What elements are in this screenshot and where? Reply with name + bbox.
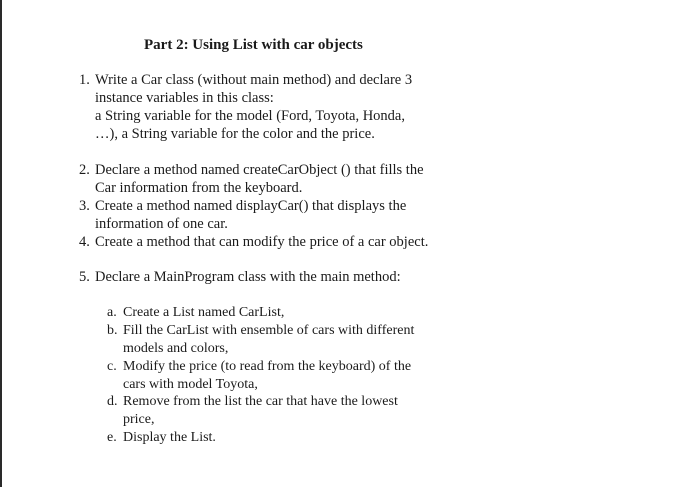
item-text — [95, 233, 428, 251]
item-text — [95, 268, 401, 286]
item-number: 2. — [79, 162, 90, 178]
sub-item-line: price, — [123, 412, 155, 427]
item-line: instance variables in this class: — [95, 90, 274, 106]
sub-item-letter: c. — [107, 359, 117, 374]
sub-item-text — [123, 429, 216, 447]
item-line: Write a Car class (without main method) and declare 3 — [95, 72, 413, 88]
sub-item-letter: d. — [107, 394, 118, 409]
item-line: Car information from the keyboard. — [95, 180, 303, 196]
item-number: 5. — [79, 269, 90, 285]
item-line: Create a method named displayCar() that displays the — [95, 198, 407, 214]
item-line: information of one car. — [95, 216, 228, 232]
sub-item-line: models and colors, — [123, 341, 229, 356]
sub-item-text — [123, 393, 398, 429]
item-line: …), a String variable for the color and the price. — [95, 126, 375, 142]
sub-item-line: cars with model Toyota, — [123, 377, 258, 392]
sub-item-text — [123, 304, 284, 322]
sub-item-letter: a. — [107, 305, 117, 320]
sub-item-text — [123, 322, 414, 358]
page-title: Part 2: Using List with car objects — [144, 37, 363, 53]
item-text — [95, 71, 412, 143]
item-line: Create a method that can modify the price of a car object. — [95, 234, 429, 250]
item-number: 1. — [79, 72, 90, 88]
item-number: 3. — [79, 198, 90, 214]
item-number: 4. — [79, 234, 90, 250]
sub-item-line: Fill the CarList with ensemble of cars with different — [123, 323, 415, 338]
sub-item-line: Modify the price (to read from the keyboard) of the — [123, 359, 412, 374]
item-text — [95, 161, 424, 197]
item-line: Declare a MainProgram class with the main method: — [95, 269, 401, 285]
left-border-line — [0, 0, 2, 487]
sub-item-line: Create a List named CarList, — [123, 305, 285, 320]
sub-item-line: Remove from the list the car that have the lowest — [123, 394, 398, 409]
sub-item-line: Display the List. — [123, 430, 216, 445]
item-line: Declare a method named createCarObject () that fills the — [95, 162, 424, 178]
item-line: a String variable for the model (Ford, Toyota, Honda, — [95, 108, 405, 124]
sub-item-letter: e. — [107, 430, 117, 445]
item-text — [95, 197, 406, 233]
sub-item-text — [123, 358, 411, 394]
sub-item-letter: b. — [107, 323, 118, 338]
